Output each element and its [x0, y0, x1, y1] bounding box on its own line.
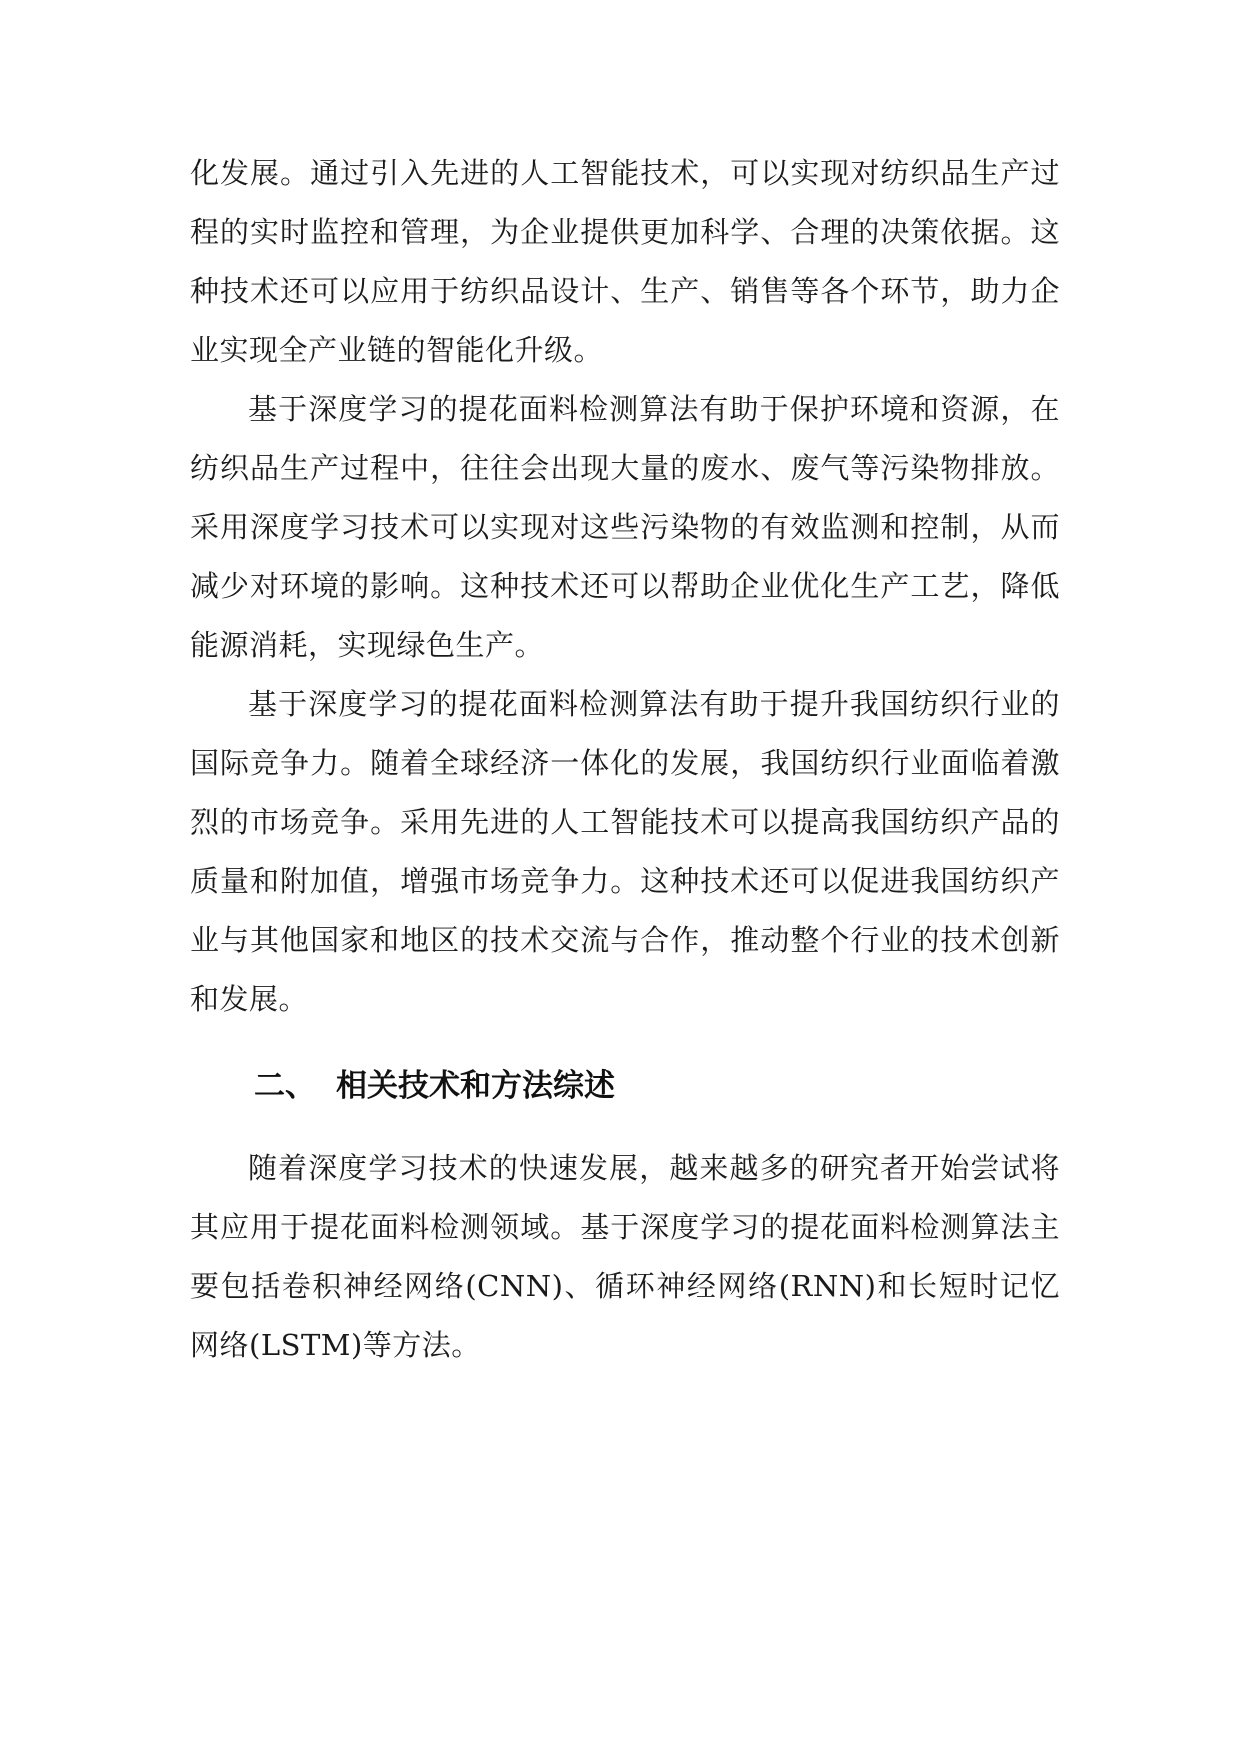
section-heading	[190, 1061, 1060, 1111]
section-number: 二、	[254, 1068, 316, 1104]
paragraph-related-methods: 随着深度学习技术的快速发展，越来越多的研究者开始尝试将其应用于提花面料检测领域。基于深度学习的提花面料检测算法主要包括卷积神经网络(CNN)、循环神经网络(RNN)和长短时记忆网络(LSTM)等方法。	[190, 1151, 1060, 1362]
paragraph-continuation: 化发展。通过引入先进的人工智能技术，可以实现对纺织品生产过程的实时监控和管理，为企业提供更加科学、合理的决策依据。这种技术还可以应用于纺织品设计、生产、销售等各个环节，助力企业实现全产业链的智能化升级。	[190, 156, 1060, 367]
section-title: 相关技术和方法综述	[336, 1068, 615, 1104]
document-body	[190, 144, 1060, 1375]
paragraph-environment: 基于深度学习的提花面料检测算法有助于保护环境和资源，在纺织品生产过程中，往往会出现大量的废水、废气等污染物排放。采用深度学习技术可以实现对这些污染物的有效监测和控制，从而减少对环境的影响。这种技术还可以帮助企业优化生产工艺，降低能源消耗，实现绿色生产。	[190, 392, 1060, 662]
paragraph-competitiveness: 基于深度学习的提花面料检测算法有助于提升我国纺织行业的国际竞争力。随着全球经济一体化的发展，我国纺织行业面临着激烈的市场竞争。采用先进的人工智能技术可以提高我国纺织产品的质量和附加值，增强市场竞争力。这种技术还可以促进我国纺织产业与其他国家和地区的技术交流与合作，推动整个行业的技术创新和发展。	[190, 687, 1060, 1016]
